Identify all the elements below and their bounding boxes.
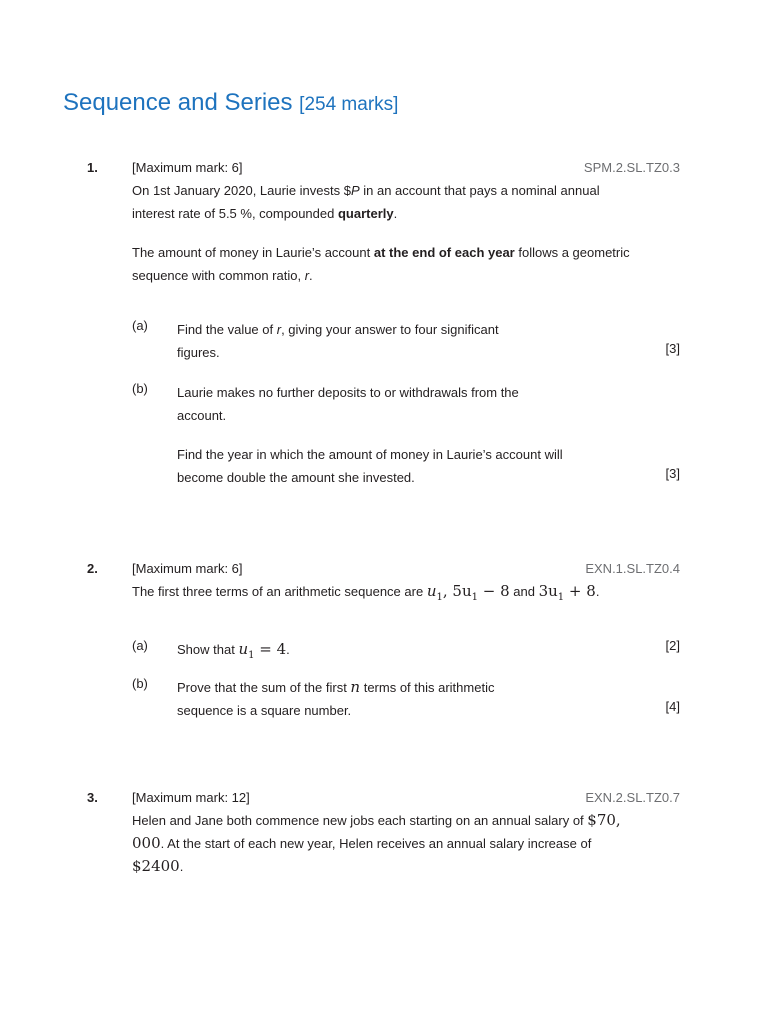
part-text-segment: Prove that the sum of the first (177, 680, 351, 695)
math-symbol: 3u (538, 582, 558, 600)
stem-text: On 1st January 2020, Laurie invests $ (132, 183, 351, 198)
title-text: Sequence and Series (63, 89, 293, 116)
stem-math (538, 582, 596, 603)
math-subscript: 1 (248, 650, 255, 661)
part-text-segment: Find the value of (177, 322, 277, 337)
part-label: (a) (132, 638, 148, 653)
stem-emphasis: quarterly (337, 206, 394, 221)
question-paragraph (132, 241, 632, 287)
question-stem (132, 179, 632, 225)
stem-text: . At the start of each new year, Helen receives an annual salary increase of (160, 836, 592, 851)
part-text (177, 638, 577, 667)
question-stem (132, 580, 692, 609)
question-stem (132, 809, 627, 878)
max-mark: [Maximum mark: 6] (132, 561, 243, 576)
stem-math: $2400 (132, 857, 180, 875)
math-symbol: u (426, 582, 437, 600)
math-symbol: , 5u (442, 582, 472, 600)
part-text-segment: Show that (177, 642, 239, 657)
part-text-2: Find the year in which the amount of money in Laurie’s account will become double the amount she invested. (177, 447, 563, 485)
part-variable: r (276, 322, 282, 337)
paragraph-variable: r (304, 268, 310, 283)
part-marks: [3] (665, 341, 680, 356)
part-text (177, 318, 537, 364)
total-marks: [254 marks] (299, 94, 399, 115)
part-label: (b) (132, 381, 148, 396)
page-title (63, 89, 398, 117)
part-text (177, 676, 537, 722)
part-text: Laurie makes no further deposits to or withdrawals from the account. (177, 385, 519, 423)
question-number: 3. (87, 790, 98, 805)
part-text-segment: . (286, 642, 290, 657)
stem-variable: P (350, 183, 360, 198)
math-symbol: n (350, 678, 361, 696)
stem-text: . (179, 859, 184, 874)
max-mark: [Maximum mark: 6] (132, 160, 243, 175)
stem-text: Helen and Jane both commence new jobs each starting on an annual salary of (132, 813, 588, 828)
stem-math: $70, 000 (132, 811, 621, 852)
question-code: SPM.2.SL.TZ0.3 (583, 160, 680, 175)
max-mark: [Maximum mark: 12] (132, 790, 250, 805)
stem-text: The first three terms of an arithmetic sequence are (132, 584, 427, 599)
stem-text: and (509, 584, 539, 599)
part-marks: [4] (665, 699, 680, 714)
paragraph-text: The amount of money in Laurie’s account (132, 245, 374, 260)
question-code: EXN.1.SL.TZ0.4 (585, 561, 680, 576)
stem-text: . (393, 206, 398, 221)
question-number: 2. (87, 561, 98, 576)
part-math (238, 640, 287, 661)
paragraph-text: . (309, 268, 313, 283)
part-text-segment: , giving your answer to four significant figures. (177, 322, 499, 360)
part-marks: [3] (665, 466, 680, 481)
stem-text: in an account that pays a nominal annual interest rate of 5.5 %, compounded (132, 183, 600, 221)
paragraph-emphasis: at the end of each year (373, 245, 515, 260)
stem-text: . (595, 584, 600, 599)
math-symbol: = 4 (254, 640, 287, 658)
question-code: EXN.2.SL.TZ0.7 (585, 790, 680, 805)
math-subscript: 1 (436, 592, 443, 603)
part-marks: [2] (665, 638, 680, 653)
stem-math (426, 582, 510, 603)
part-text-segment: terms of this arithmetic sequence is a square number. (177, 680, 495, 718)
math-symbol: u (238, 640, 249, 658)
part-label: (a) (132, 318, 148, 333)
math-subscript: 1 (471, 592, 478, 603)
paragraph-text: follows a geometric sequence with common ratio, (132, 245, 630, 283)
math-symbol: − 8 (477, 582, 510, 600)
math-symbol: + 8 (564, 582, 596, 600)
question-number: 1. (87, 160, 98, 175)
math-subscript: 1 (557, 592, 565, 603)
part-label: (b) (132, 676, 148, 691)
